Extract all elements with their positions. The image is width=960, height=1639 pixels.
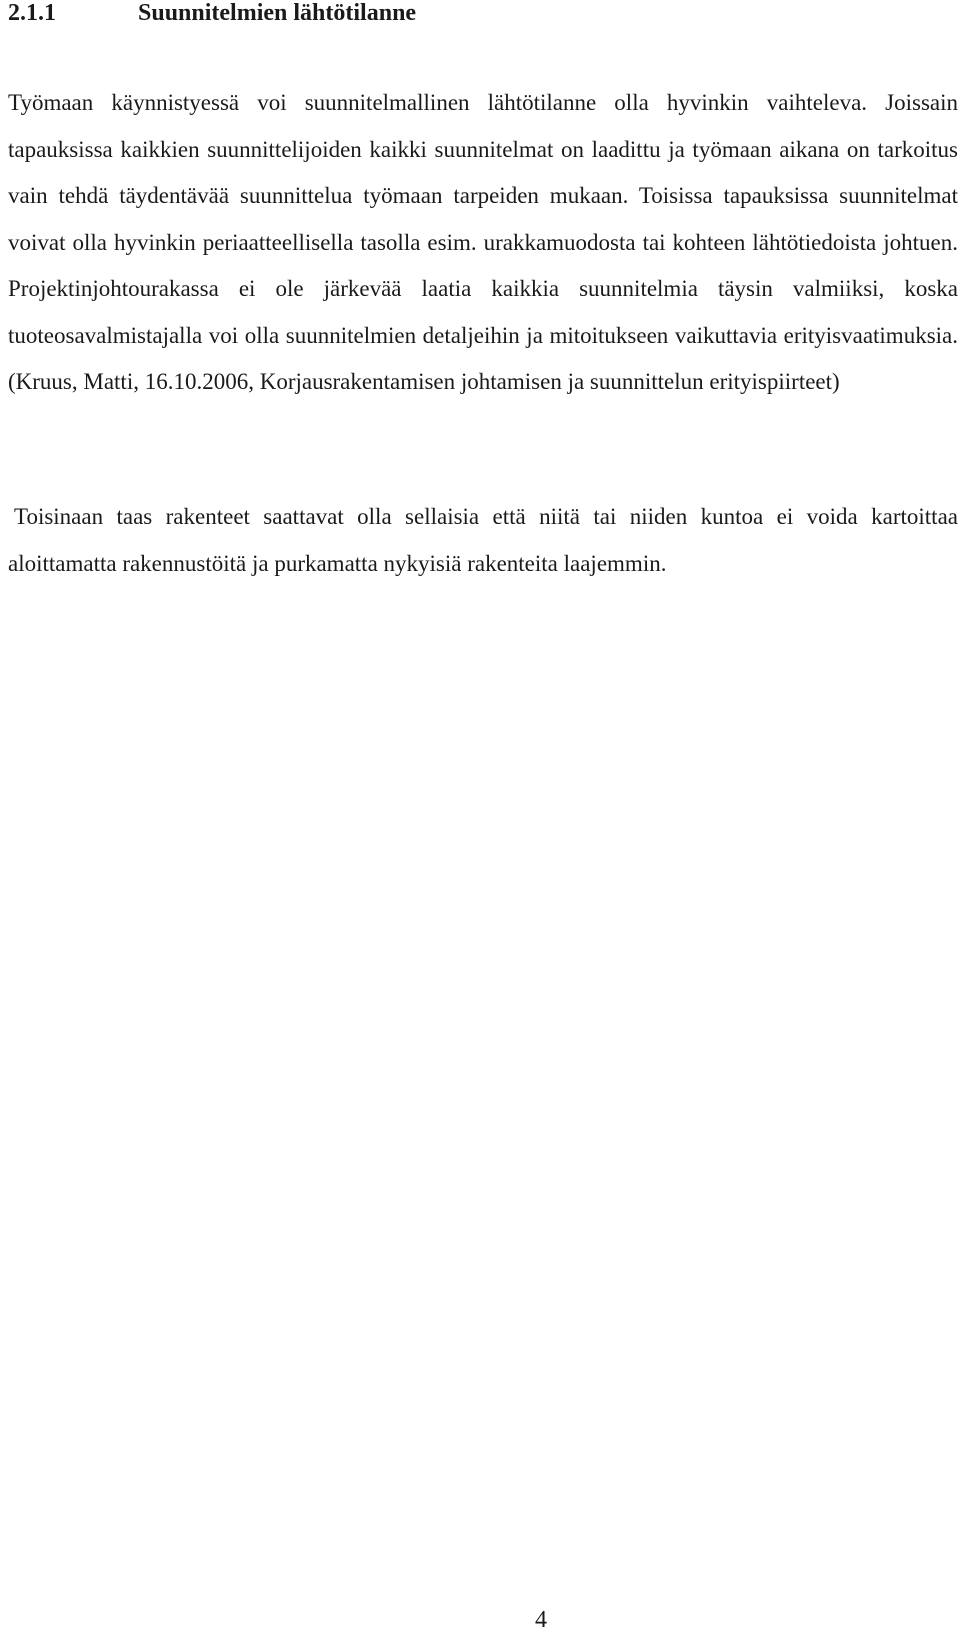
section-heading xyxy=(8,0,416,26)
paragraph-2 xyxy=(8,494,958,594)
page-number: 4 xyxy=(535,1607,547,1633)
paragraph-1: Työmaan käynnistyessä voi suunnitelmallinen lähtötilanne olla hyvinkin vaihteleva. Joissain tapauksissa kaikkien suunnittelijoiden kaikki suunnitelmat on laadittu ja työmaan aikana on tarkoitus vain tehdä täydentävää suunnittelua työmaan tarpeiden mukaan. Toisissa tapauksissa suunnitelmat voivat olla hyvinkin periaatteellisella tasolla esim. urakkamuodosta tai kohteen lähtötiedoista johtuen. Projektinjohtourakassa ei ole järkevää laatia kaikkia suunnitelmia täysin valmiiksi, koska tuoteosavalmistajalla voi olla suunnitelmien detaljeihin ja mitoitukseen vaikuttavia erityisvaatimuksia. (Kruus, Matti, 16.10.2006, Korjausrakentamisen johtamisen ja suunnittelun erityispiirteet) xyxy=(8,90,958,394)
section-title: Suunnitelmien lähtötilanne xyxy=(138,0,417,26)
paragraph-2-text: Toisinaan taas rakenteet saattavat olla sellaisia että niitä tai niiden kuntoa ei voida kartoittaa aloittamatta rakennustöitä ja purkamatta nykyisiä rakenteita laajemmin. xyxy=(8,504,958,576)
section-number: 2.1.1 xyxy=(8,0,56,26)
